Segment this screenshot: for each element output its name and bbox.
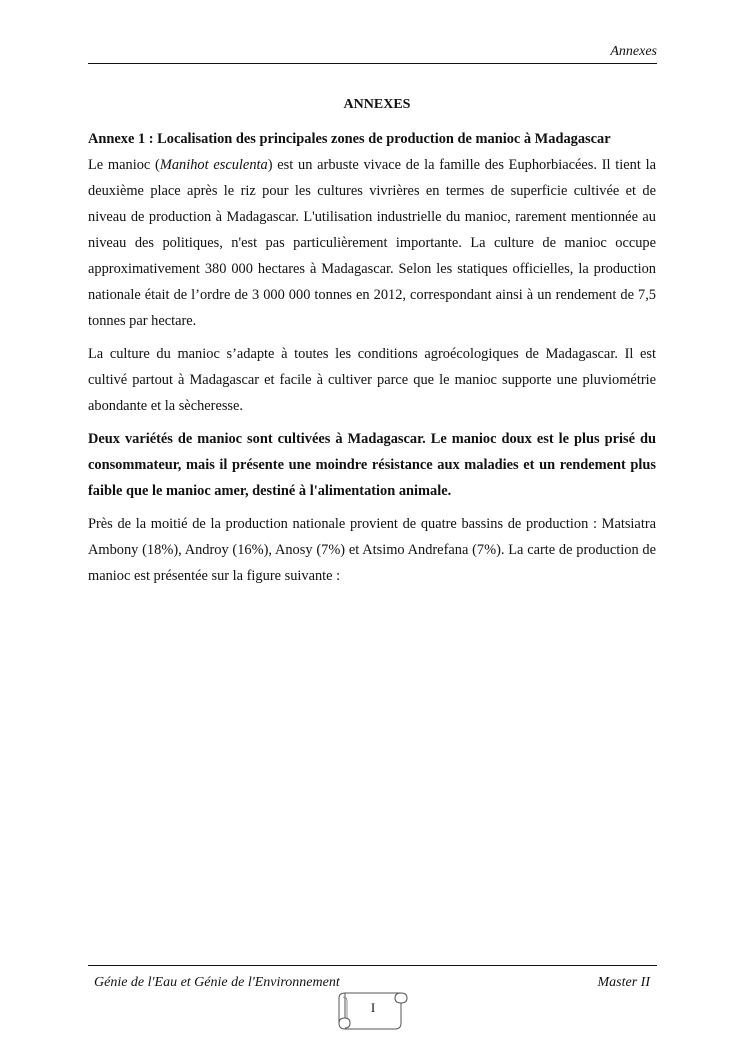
paragraph-1-rest: ) est un arbuste vivace de la famille des Euphorbiacées. Il tient la deuxième place après le riz pour les cultures vivrières en termes de superficie cultivée et de niveau de production à Madagascar. L'utilisation industrielle du manioc, rarement mentionnée au niveau des politiques, n'est pas particulièrement importante. La culture de manioc occupe approximativement 380 000 hectares à Madagascar. Selon les statiques officielles, la production nationale était de l’ordre de 3 000 000 tonnes en 2012, correspondant ainsi à un rendement de 7,5 tonnes par hectare. bbox=[88, 157, 656, 329]
footer-left-text: Génie de l'Eau et Génie de l'Environnement bbox=[94, 975, 340, 990]
paragraph-1-start: Le manioc ( bbox=[88, 157, 160, 173]
running-header: Annexes bbox=[610, 44, 657, 59]
page-title: ANNEXES bbox=[343, 97, 411, 112]
paragraph-4: Près de la moitié de la production nationale provient de quatre bassins de production : Matsiatra Ambony (18%), Androy (16%), Anosy (7%) et Atsimo Andrefana (7%). La carte de production de manioc est présentée sur la figure suivante : bbox=[88, 516, 656, 584]
page-content bbox=[88, 92, 656, 596]
footer-rule bbox=[88, 965, 657, 966]
page-number: I bbox=[370, 1000, 376, 1015]
annex-1-heading: Annexe 1 : Localisation des principales zones de production de manioc à Madagascar bbox=[88, 131, 611, 147]
footer-right-text: Master II bbox=[597, 975, 650, 990]
scientific-name: Manihot esculenta bbox=[159, 157, 268, 173]
header-rule bbox=[88, 63, 657, 64]
paragraph-2: La culture du manioc s’adapte à toutes les conditions agroécologiques de Madagascar. Il est cultivé partout à Madagascar et facile à cultiver parce que le manioc supporte une pluviométrie abondante et la sècheresse. bbox=[88, 346, 656, 414]
paragraph-3-bold: Deux variétés de manioc sont cultivées à Madagascar. Le manioc doux est le plus prisé du consommateur, mais il présente une moindre résistance aux maladies et un rendement plus faible que le manioc amer, destiné à l'alimentation animale. bbox=[88, 431, 656, 499]
paragraph-1 bbox=[88, 152, 656, 334]
